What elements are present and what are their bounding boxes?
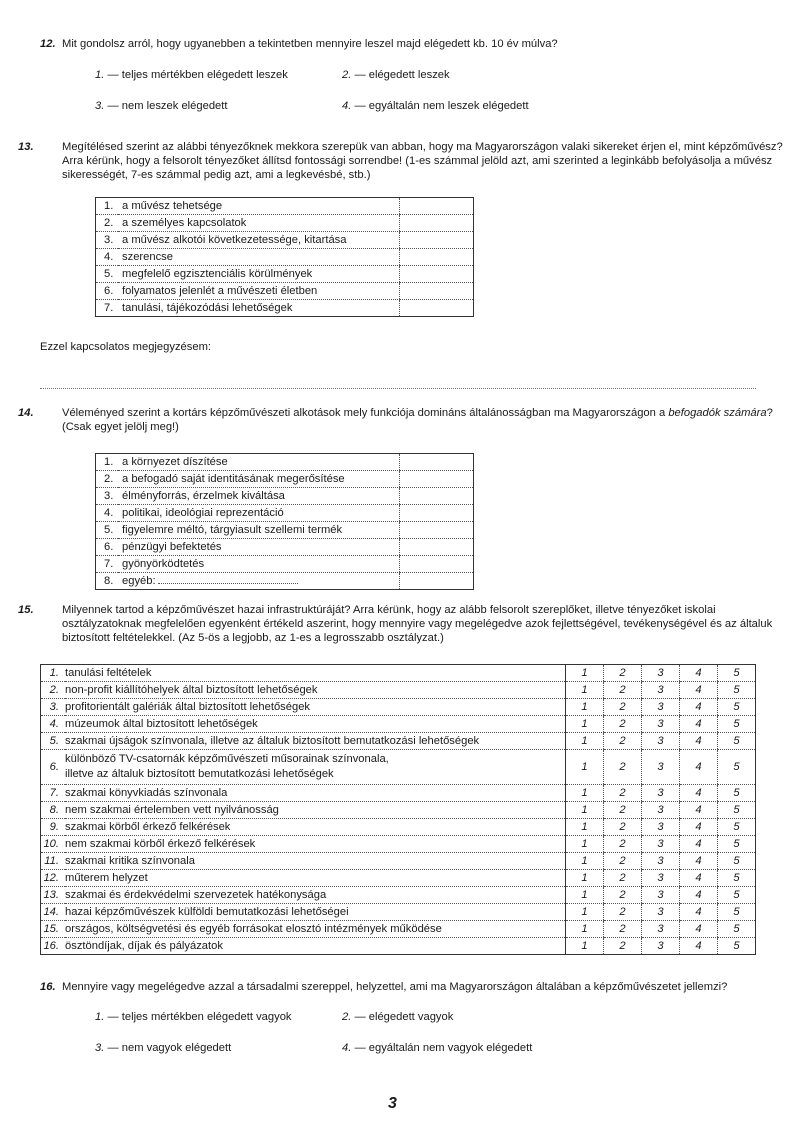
rating-option-3[interactable]: 3 [642, 870, 680, 887]
row-number: 4. [96, 505, 119, 522]
question-13 [18, 140, 787, 182]
choice-mark-cell[interactable] [400, 471, 474, 488]
rating-option-1[interactable]: 1 [566, 699, 604, 716]
rating-row [41, 699, 756, 716]
question-text: Mit gondolsz arról, hogy ugyanebben a tekintetben mennyire leszel majd elégedett kb. 10 év múlva? [62, 38, 558, 50]
row-number: 4. [96, 249, 119, 266]
rating-option-1[interactable]: 1 [566, 853, 604, 870]
choice-mark-cell[interactable] [400, 488, 474, 505]
choice-row [96, 573, 474, 590]
rating-option-4[interactable]: 4 [680, 938, 718, 955]
ranking-row [96, 215, 474, 232]
row-label: egyéb: [118, 573, 400, 590]
q16-option-2[interactable]: 2. — elégedett vagyok [342, 1011, 454, 1023]
rating-option-3[interactable]: 3 [642, 904, 680, 921]
choice-row [96, 505, 474, 522]
rating-option-4[interactable]: 4 [680, 716, 718, 733]
row-label: figyelemre méltó, tárgyiasult szellemi termék [118, 522, 400, 539]
rating-option-2[interactable]: 2 [604, 802, 642, 819]
row-number: 6. [96, 539, 119, 556]
q12-option-3[interactable]: 3. — nem leszek elégedett [95, 100, 228, 112]
row-number: 12. [41, 870, 66, 887]
note-input-line[interactable] [40, 388, 756, 389]
q12-option-1[interactable]: 1. — teljes mértékben elégedett leszek [95, 69, 288, 81]
row-number: 5. [96, 522, 119, 539]
rating-option-3[interactable]: 3 [642, 665, 680, 682]
rating-option-4[interactable]: 4 [680, 819, 718, 836]
question-text: Megítélésed szerint az alábbi tényezőknek mekkora szerepük van abban, hogy ma Magyarországon valaki sikereket érjen el, mint képzőművész? Arra kérünk, hogy a felsorolt tényezőket állítsd fontossági sorrendbe! (1-es számmal jelöld azt, ami szerinted a leginkább befolyásolja a művész sikerességét, 7-es számmal pedig azt, ami a legkevésbé, stb.) [62, 141, 783, 181]
rating-option-4[interactable]: 4 [680, 665, 718, 682]
rating-option-1[interactable]: 1 [566, 682, 604, 699]
row-number: 14. [41, 904, 66, 921]
choice-row [96, 522, 474, 539]
ranking-row [96, 266, 474, 283]
rating-option-3[interactable]: 3 [642, 853, 680, 870]
row-number: 2. [96, 215, 119, 232]
row-label: múzeumok által biztosított lehetőségek [65, 716, 566, 733]
choice-mark-cell[interactable] [400, 573, 474, 590]
row-label: a befogadó saját identitásának megerősítése [118, 471, 400, 488]
row-number: 3. [96, 232, 119, 249]
row-number: 1. [96, 198, 119, 215]
row-number: 6. [96, 283, 119, 300]
question-16 [40, 980, 765, 994]
rating-option-2[interactable]: 2 [604, 836, 642, 853]
rating-option-2[interactable]: 2 [604, 904, 642, 921]
row-number: 4. [41, 716, 66, 733]
rating-row [41, 938, 756, 955]
ranking-row [96, 232, 474, 249]
ranking-row [96, 249, 474, 266]
rating-row [41, 819, 756, 836]
choice-mark-cell[interactable] [400, 505, 474, 522]
row-number: 3. [96, 488, 119, 505]
rating-option-2[interactable]: 2 [604, 887, 642, 904]
rating-option-2[interactable]: 2 [604, 682, 642, 699]
rating-option-5[interactable]: 5 [718, 819, 756, 836]
row-number: 16. [41, 938, 66, 955]
rating-option-3[interactable]: 3 [642, 819, 680, 836]
rating-option-2[interactable]: 2 [604, 716, 642, 733]
row-number: 2. [41, 682, 66, 699]
page-number: 3 [388, 1095, 397, 1112]
other-input-line[interactable] [158, 573, 298, 584]
rating-row [41, 750, 756, 785]
question-number: 12. [40, 38, 56, 50]
rating-option-1[interactable]: 1 [566, 750, 604, 785]
rating-option-3[interactable]: 3 [642, 750, 680, 785]
rating-option-1[interactable]: 1 [566, 802, 604, 819]
rating-option-5[interactable]: 5 [718, 802, 756, 819]
row-label: országos, költségvetési és egyéb forrásokat elosztó intézmények működése [65, 921, 566, 938]
row-label: folyamatos jelenlét a művészeti életben [118, 283, 400, 300]
rank-input-cell[interactable] [400, 232, 474, 249]
q14-choice-table [95, 453, 474, 590]
q16-option-4[interactable]: 4. — egyáltalán nem vagyok elégedett [342, 1042, 533, 1054]
row-number: 10. [41, 836, 66, 853]
row-label: szakmai könyvkiadás színvonala [65, 785, 566, 802]
rating-option-2[interactable]: 2 [604, 733, 642, 750]
rating-option-3[interactable]: 3 [642, 699, 680, 716]
rating-option-1[interactable]: 1 [566, 921, 604, 938]
rating-option-4[interactable]: 4 [680, 699, 718, 716]
row-number: 13. [41, 887, 66, 904]
row-label: nem szakmai értelemben vett nyilvánosság [65, 802, 566, 819]
rank-input-cell[interactable] [400, 249, 474, 266]
rating-option-2[interactable]: 2 [604, 665, 642, 682]
choice-mark-cell[interactable] [400, 539, 474, 556]
rating-option-2[interactable]: 2 [604, 938, 642, 955]
choice-mark-cell[interactable] [400, 556, 474, 573]
question-text: Véleményed szerint a kortárs képzőművészeti alkotások mely funkciója domináns általánosságban ma Magyarországon a befogadók számára? (Csak egyet jelölj meg!) [62, 407, 773, 433]
choice-mark-cell[interactable] [400, 522, 474, 539]
row-number: 1. [96, 454, 119, 471]
question-number: 14. [18, 407, 34, 419]
row-number: 7. [96, 300, 119, 317]
note-label: Ezzel kapcsolatos megjegyzésem: [40, 341, 211, 353]
row-number: 8. [96, 573, 119, 590]
row-number: 7. [96, 556, 119, 573]
q13-ranking-table [95, 197, 474, 317]
row-number: 5. [41, 733, 66, 750]
rating-option-1[interactable]: 1 [566, 716, 604, 733]
row-number: 3. [41, 699, 66, 716]
question-number: 16. [40, 981, 56, 993]
rating-option-1[interactable]: 1 [566, 785, 604, 802]
ranking-row [96, 283, 474, 300]
row-label: profitorientált galériák által biztosított lehetőségek [65, 699, 566, 716]
rating-option-4[interactable]: 4 [680, 870, 718, 887]
rating-row [41, 802, 756, 819]
q15-rating-table [40, 664, 756, 955]
question-14 [18, 406, 787, 434]
rating-row [41, 921, 756, 938]
rating-option-5[interactable]: 5 [718, 938, 756, 955]
rating-option-3[interactable]: 3 [642, 921, 680, 938]
row-number: 5. [96, 266, 119, 283]
rating-option-3[interactable]: 3 [642, 802, 680, 819]
rating-option-3[interactable]: 3 [642, 733, 680, 750]
rank-input-cell[interactable] [400, 198, 474, 215]
rating-option-4[interactable]: 4 [680, 904, 718, 921]
row-label: megfelelő egzisztenciális körülmények [118, 266, 400, 283]
rating-option-5[interactable]: 5 [718, 887, 756, 904]
rank-input-cell[interactable] [400, 266, 474, 283]
choice-row [96, 454, 474, 471]
rating-option-2[interactable]: 2 [604, 819, 642, 836]
ranking-row [96, 300, 474, 317]
question-12 [40, 37, 765, 51]
rating-option-3[interactable]: 3 [642, 682, 680, 699]
row-label: tanulási, tájékozódási lehetőségek [118, 300, 400, 317]
rating-option-1[interactable]: 1 [566, 819, 604, 836]
rating-option-2[interactable]: 2 [604, 921, 642, 938]
row-label: tanulási feltételek [65, 665, 566, 682]
rating-option-1[interactable]: 1 [566, 887, 604, 904]
rating-option-1[interactable]: 1 [566, 870, 604, 887]
row-number: 6. [41, 750, 66, 785]
rating-row [41, 785, 756, 802]
rank-input-cell[interactable] [400, 215, 474, 232]
rating-option-5[interactable]: 5 [718, 665, 756, 682]
rating-option-2[interactable]: 2 [604, 699, 642, 716]
q16-option-1[interactable]: 1. — teljes mértékben elégedett vagyok [95, 1011, 292, 1023]
rating-option-2[interactable]: 2 [604, 853, 642, 870]
ranking-row [96, 198, 474, 215]
question-text: Mennyire vagy megelégedve azzal a társadalmi szereppel, helyzettel, ami ma Magyarországon általában a képzőművészetet jellemzi? [62, 981, 728, 993]
question-text: Milyennek tartod a képzőművészet hazai infrastruktúráját? Arra kérünk, hogy az alább felsorolt szereplőket, illetve tényezőket iskolai osztályzatoknak megfelelően egyenként értékeld aszerint, hogy mennyire vagy megelégedve azok fejlettségével, tevékenységével és az általuk biztosított feltételekkel. (Az 5-ös a legjobb, az 1-es a legrosszabb osztályzat.) [62, 604, 773, 644]
rating-option-4[interactable]: 4 [680, 733, 718, 750]
row-number: 8. [41, 802, 66, 819]
rating-option-1[interactable]: 1 [566, 733, 604, 750]
rating-option-2[interactable]: 2 [604, 785, 642, 802]
row-label: gyönyörködtetés [118, 556, 400, 573]
rating-option-5[interactable]: 5 [718, 785, 756, 802]
rating-row [41, 853, 756, 870]
row-label: pénzügyi befektetés [118, 539, 400, 556]
rating-option-4[interactable]: 4 [680, 853, 718, 870]
choice-row [96, 539, 474, 556]
row-label: politikai, ideológiai reprezentáció [118, 505, 400, 522]
row-number: 11. [41, 853, 66, 870]
rating-row [41, 887, 756, 904]
rating-option-4[interactable]: 4 [680, 750, 718, 785]
row-label: non-profit kiállítóhelyek által biztosított lehetőségek [65, 682, 566, 699]
row-label: különböző TV-csatornák képzőművészeti műsorainak színvonala, illetve az általuk biztosított bemutatkozási lehetőségek [65, 750, 566, 785]
row-number: 1. [41, 665, 66, 682]
choice-row [96, 471, 474, 488]
rating-option-5[interactable]: 5 [718, 733, 756, 750]
row-label: a környezet díszítése [118, 454, 400, 471]
row-label: a művész tehetsége [118, 198, 400, 215]
q12-option-4[interactable]: 4. — egyáltalán nem leszek elégedett [342, 100, 529, 112]
row-label: ösztöndíjak, díjak és pályázatok [65, 938, 566, 955]
rating-option-3[interactable]: 3 [642, 938, 680, 955]
rating-option-2[interactable]: 2 [604, 750, 642, 785]
q12-option-2[interactable]: 2. — elégedett leszek [342, 69, 450, 81]
choice-row [96, 556, 474, 573]
row-label: szakmai újságok színvonala, illetve az általuk biztosított bemutatkozási lehetőségek [65, 733, 566, 750]
rating-option-5[interactable]: 5 [718, 870, 756, 887]
row-label: élményforrás, érzelmek kiváltása [118, 488, 400, 505]
rating-option-1[interactable]: 1 [566, 665, 604, 682]
row-label: szakmai kritika színvonala [65, 853, 566, 870]
rating-row [41, 836, 756, 853]
question-15 [18, 603, 787, 645]
rating-option-3[interactable]: 3 [642, 887, 680, 904]
rating-option-3[interactable]: 3 [642, 785, 680, 802]
row-number: 15. [41, 921, 66, 938]
rating-option-5[interactable]: 5 [718, 699, 756, 716]
q16-option-3[interactable]: 3. — nem vagyok elégedett [95, 1042, 232, 1054]
rating-row [41, 682, 756, 699]
rating-option-1[interactable]: 1 [566, 904, 604, 921]
row-label: szerencse [118, 249, 400, 266]
question-number: 13. [18, 141, 34, 153]
rating-option-4[interactable]: 4 [680, 887, 718, 904]
rating-option-5[interactable]: 5 [718, 904, 756, 921]
rating-row [41, 733, 756, 750]
row-label: szakmai körből érkező felkérések [65, 819, 566, 836]
row-number: 9. [41, 819, 66, 836]
rating-option-4[interactable]: 4 [680, 785, 718, 802]
rating-option-3[interactable]: 3 [642, 716, 680, 733]
row-label: szakmai és érdekvédelmi szervezetek hatékonysága [65, 887, 566, 904]
rating-option-5[interactable]: 5 [718, 921, 756, 938]
rating-option-5[interactable]: 5 [718, 716, 756, 733]
rating-option-4[interactable]: 4 [680, 836, 718, 853]
rating-row [41, 870, 756, 887]
rating-row [41, 665, 756, 682]
row-label: hazai képzőművészek külföldi bemutatkozási lehetőségei [65, 904, 566, 921]
rating-row [41, 716, 756, 733]
rating-option-5[interactable]: 5 [718, 836, 756, 853]
row-label: műterem helyzet [65, 870, 566, 887]
rank-input-cell[interactable] [400, 300, 474, 317]
row-label: a művész alkotói következetessége, kitartása [118, 232, 400, 249]
rating-option-2[interactable]: 2 [604, 870, 642, 887]
rating-option-1[interactable]: 1 [566, 836, 604, 853]
row-number: 7. [41, 785, 66, 802]
rating-option-5[interactable]: 5 [718, 853, 756, 870]
rating-option-5[interactable]: 5 [718, 750, 756, 785]
question-number: 15. [18, 604, 34, 616]
rating-option-4[interactable]: 4 [680, 921, 718, 938]
rating-option-3[interactable]: 3 [642, 836, 680, 853]
rating-option-1[interactable]: 1 [566, 938, 604, 955]
choice-mark-cell[interactable] [400, 454, 474, 471]
row-label: a személyes kapcsolatok [118, 215, 400, 232]
row-label: nem szakmai körből érkező felkérések [65, 836, 566, 853]
rating-row [41, 904, 756, 921]
rating-option-4[interactable]: 4 [680, 682, 718, 699]
row-number: 2. [96, 471, 119, 488]
choice-row [96, 488, 474, 505]
rating-option-4[interactable]: 4 [680, 802, 718, 819]
rank-input-cell[interactable] [400, 283, 474, 300]
rating-option-5[interactable]: 5 [718, 682, 756, 699]
